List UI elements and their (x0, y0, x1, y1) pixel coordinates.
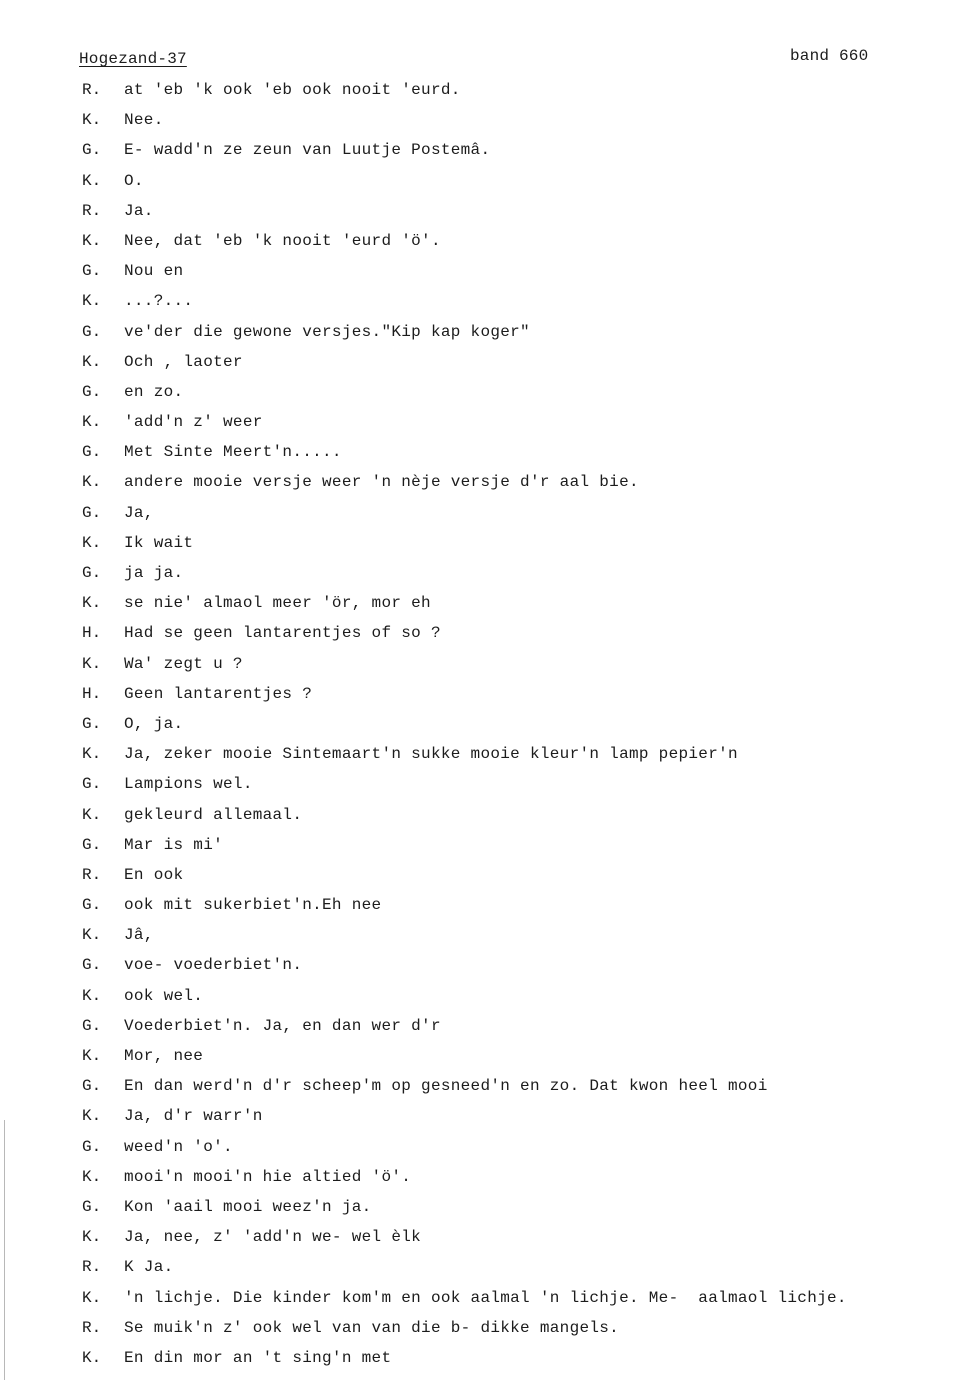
speaker-label: K. (82, 1288, 102, 1307)
utterance-text: Had se geen lantarentjes of so ? (124, 624, 441, 643)
speaker-label: R. (82, 865, 102, 884)
utterance-text: E- wadd'n ze zeun van Luutje Postemâ. (124, 141, 491, 160)
utterance-text: Nee, dat 'eb 'k nooit 'eurd 'ö'. (124, 231, 441, 250)
speaker-label: K. (82, 654, 102, 673)
transcript-line (0, 472, 979, 502)
utterance-text: Ja, zeker mooie Sintemaart'n sukke mooie kleur'n lamp pepier'n (124, 745, 738, 764)
utterance-text: O. (124, 171, 144, 190)
document-title: Hogezand-37 (79, 50, 187, 68)
utterance-text: En ook (124, 865, 184, 884)
utterance-text: Nou en (124, 262, 184, 281)
speaker-label: G. (82, 1077, 102, 1096)
speaker-label: H. (82, 624, 102, 643)
utterance-text: 'add'n z' weer (124, 413, 263, 432)
transcript-line (0, 623, 979, 653)
utterance-text: ook wel. (124, 986, 204, 1005)
speaker-label: K. (82, 352, 102, 371)
speaker-label: R. (82, 1258, 102, 1277)
speaker-label: G. (82, 775, 102, 794)
transcript-line (0, 201, 979, 231)
speaker-label: K. (82, 1167, 102, 1186)
transcript-line (0, 1106, 979, 1136)
speaker-label: K. (82, 231, 102, 250)
transcript-line (0, 80, 979, 110)
transcript-line (0, 442, 979, 472)
utterance-text: Ja, nee, z' 'add'n we- wel èlk (124, 1228, 422, 1247)
utterance-text: andere mooie versje weer 'n nèje versje d'r aal bie. (124, 473, 639, 492)
speaker-label: K. (82, 745, 102, 764)
utterance-text: Jâ, (124, 926, 154, 945)
utterance-text: En din mor an 't sing'n met (124, 1348, 392, 1367)
utterance-text: Geen lantarentjes ? (124, 684, 313, 703)
speaker-label: K. (82, 986, 102, 1005)
transcript-line (0, 171, 979, 201)
transcript-line (0, 593, 979, 623)
band-number: band 660 (790, 47, 869, 65)
transcript-line (0, 1348, 979, 1378)
utterance-text: ja ja. (124, 564, 184, 582)
utterance-text: at 'eb 'k ook 'eb ook nooit 'eurd. (124, 81, 461, 99)
transcript-line (0, 231, 979, 261)
utterance-text: Ik wait (124, 533, 194, 552)
transcript-line (0, 382, 979, 412)
transcript-line (0, 774, 979, 804)
utterance-text: ve'der die gewone versjes."Kip kap koger" (124, 322, 530, 341)
utterance-text: O, ja. (124, 714, 184, 733)
utterance-text: Mar is mi' (124, 835, 224, 854)
transcript-line (0, 291, 979, 321)
speaker-label: K. (82, 926, 102, 945)
speaker-label: G. (82, 262, 102, 281)
transcript-line (0, 895, 979, 925)
transcript-line (0, 322, 979, 352)
transcript-line (0, 1288, 979, 1318)
speaker-label: K. (82, 1107, 102, 1126)
utterance-text: gekleurd allemaal. (124, 805, 303, 824)
transcript-line (0, 1016, 979, 1046)
utterance-text: ...?... (124, 292, 194, 311)
transcript-line (0, 1076, 979, 1106)
utterance-text: ook mit sukerbiet'n.Eh nee (124, 896, 382, 915)
transcript-line (0, 140, 979, 170)
margin-line (4, 1120, 5, 1380)
speaker-label: G. (82, 564, 102, 582)
speaker-label: K. (82, 473, 102, 492)
transcript-line (0, 261, 979, 291)
utterance-text: Wa' zegt u ? (124, 654, 243, 673)
transcript-line (0, 1318, 979, 1348)
speaker-label: G. (82, 714, 102, 733)
utterance-text: Och , laoter (124, 352, 243, 371)
speaker-label: K. (82, 171, 102, 190)
transcript-line (0, 684, 979, 714)
speaker-label: K. (82, 413, 102, 432)
speaker-label: G. (82, 1197, 102, 1216)
speaker-label: H. (82, 684, 102, 703)
transcript-line (0, 865, 979, 895)
speaker-label: G. (82, 443, 102, 462)
transcript-line (0, 503, 979, 533)
speaker-label: K. (82, 1047, 102, 1065)
speaker-label: K. (82, 1348, 102, 1367)
utterance-text: K Ja. (124, 1258, 174, 1277)
speaker-label: R. (82, 1318, 102, 1337)
speaker-label: G. (82, 382, 102, 401)
utterance-text: Nee. (124, 111, 164, 130)
transcript-line (0, 744, 979, 774)
speaker-label: G. (82, 141, 102, 160)
transcript-line (0, 714, 979, 744)
transcript-line (0, 986, 979, 1016)
speaker-label: K. (82, 1228, 102, 1247)
transcript-line (0, 1137, 979, 1167)
transcript-line (0, 955, 979, 985)
speaker-label: G. (82, 1137, 102, 1156)
transcript-line (0, 654, 979, 684)
transcript-line (0, 1197, 979, 1227)
speaker-label: G. (82, 956, 102, 975)
utterance-text: voe- voederbiet'n. (124, 956, 303, 975)
transcript-line (0, 533, 979, 563)
utterance-text: mooi'n mooi'n hie altied 'ö'. (124, 1167, 412, 1186)
transcript-line (0, 1167, 979, 1197)
speaker-label: K. (82, 805, 102, 824)
transcript-line (0, 1257, 979, 1287)
transcript-line (0, 805, 979, 835)
speaker-label: G. (82, 896, 102, 915)
speaker-label: G. (82, 835, 102, 854)
utterance-text: se nie' almaol meer 'ör, mor eh (124, 594, 431, 613)
utterance-text: Ja. (124, 201, 154, 220)
transcript-line (0, 352, 979, 382)
speaker-label: K. (82, 111, 102, 130)
utterance-text: En dan werd'n d'r scheep'm op gesneed'n en zo. Dat kwon heel mooi (124, 1077, 768, 1096)
utterance-text: en zo. (124, 382, 184, 401)
speaker-label: K. (82, 594, 102, 613)
utterance-text: Ja, d'r warr'n (124, 1107, 263, 1126)
utterance-text: Mor, nee (124, 1047, 204, 1065)
speaker-label: G. (82, 503, 102, 522)
transcript-line (0, 412, 979, 442)
speaker-label: G. (82, 322, 102, 341)
utterance-text: Voederbiet'n. Ja, en dan wer d'r (124, 1016, 441, 1035)
speaker-label: R. (82, 81, 102, 99)
utterance-text: Met Sinte Meert'n..... (124, 443, 342, 462)
utterance-text: Ja, (124, 503, 154, 522)
speaker-label: K. (82, 533, 102, 552)
transcript-lines (0, 80, 979, 1378)
speaker-label: K. (82, 292, 102, 311)
transcript-line (0, 1227, 979, 1257)
transcript-line (0, 835, 979, 865)
utterance-text: Lampions wel. (124, 775, 253, 794)
transcript-line (0, 925, 979, 955)
utterance-text: Se muik'n z' ook wel van van die b- dikke mangels. (124, 1318, 620, 1337)
utterance-text: weed'n 'o'. (124, 1137, 233, 1156)
transcript-line (0, 110, 979, 140)
speaker-label: R. (82, 201, 102, 220)
speaker-label: G. (82, 1016, 102, 1035)
utterance-text: Kon 'aail mooi weez'n ja. (124, 1197, 372, 1216)
transcript-line (0, 563, 979, 593)
transcript-line (0, 1046, 979, 1076)
utterance-text: 'n lichje. Die kinder kom'm en ook aalmal 'n lichje. Me- aalmaol lichje. (124, 1288, 847, 1307)
